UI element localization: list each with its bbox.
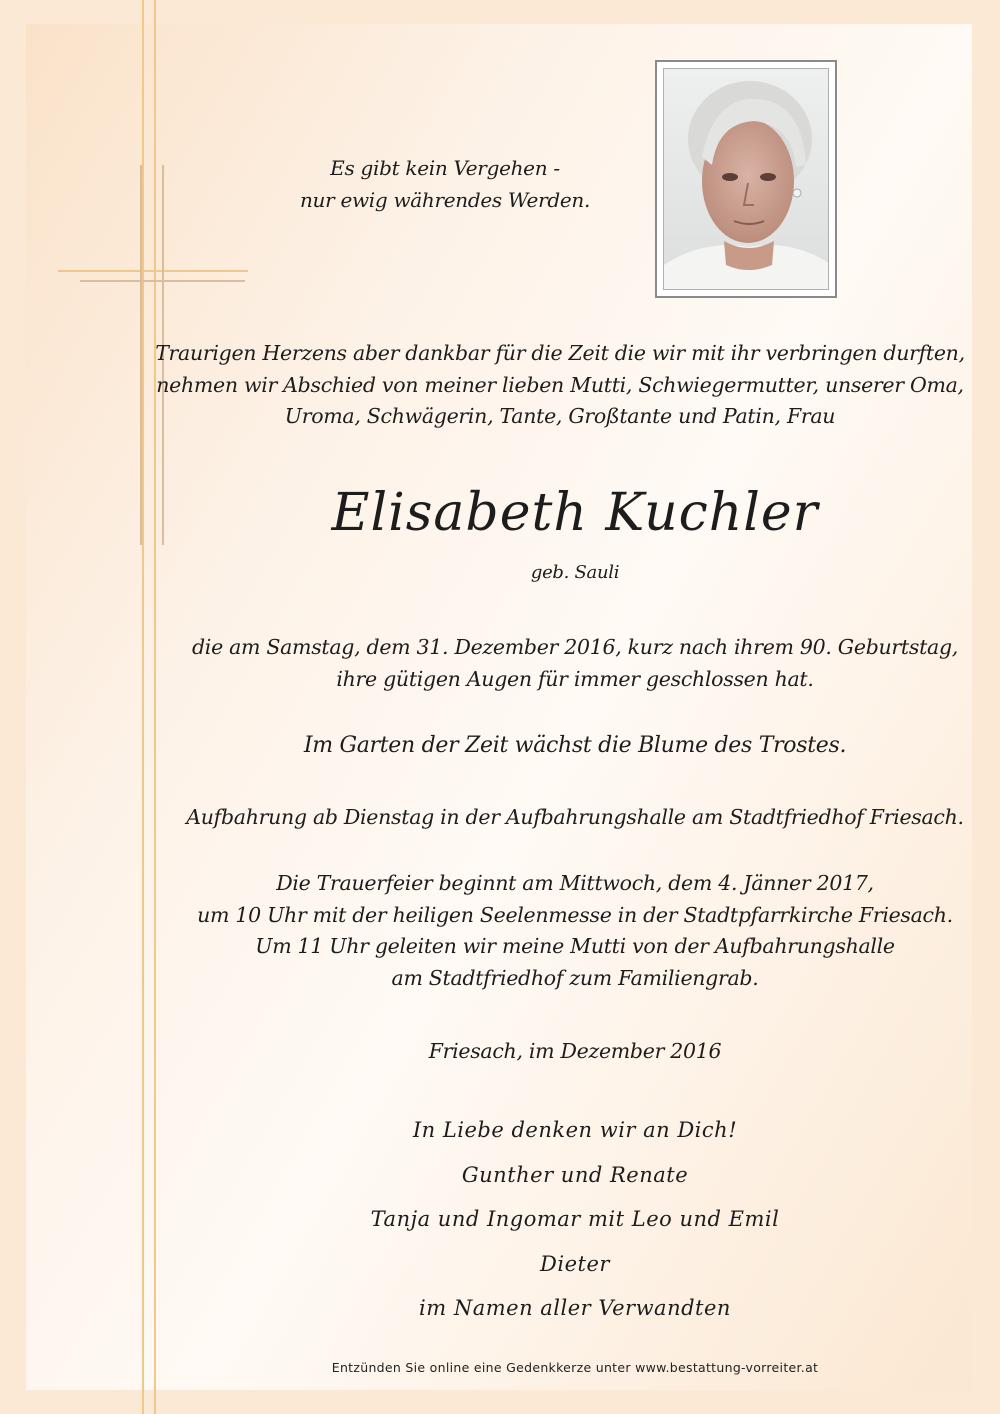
- mourner-line: Gunther und Renate: [461, 1162, 689, 1187]
- motto-line: Es gibt kein Vergehen -: [330, 156, 560, 180]
- intro-line: nehmen wir Abschied von meiner lieben Mutti, Schwiegermutter, unserer Oma,: [156, 372, 964, 397]
- viewing-info: Aufbahrung ab Dienstag in der Aufbahrungshalle am Stadtfriedhof Friesach.: [186, 805, 964, 829]
- death-notice: [130, 632, 1000, 695]
- death-notice-line: die am Samstag, dem 31. Dezember 2016, kurz nach ihrem 90. Geburtstag,: [191, 635, 958, 659]
- intro-line: Traurigen Herzens aber dankbar für die Zeit die wir mit ihr verbringen durften,: [155, 341, 965, 365]
- ceremony-line: Um 11 Uhr geleiten wir meine Mutti von der Aufbahrungshalle: [255, 934, 895, 958]
- place-date: Friesach, im Dezember 2016: [428, 1039, 722, 1063]
- portrait-icon: [664, 69, 829, 290]
- mourner-line: Tanja und Ingomar mit Leo und Emil: [370, 1207, 780, 1231]
- mourner-line: In Liebe denken wir an Dich!: [412, 1118, 738, 1142]
- mourner-line: im Namen aller Verwandten: [419, 1296, 731, 1320]
- comfort-quote: Im Garten der Zeit wächst die Blume des Trostes.: [303, 733, 847, 758]
- decor-line-horizontal: [58, 270, 248, 272]
- ceremony-line: um 10 Uhr mit der heiligen Seelenmesse in der Stadtpfarrkirche Friesach.: [197, 902, 953, 927]
- maiden-name: geb. Sauli: [530, 562, 620, 583]
- cross-horizontal: [80, 280, 245, 282]
- motto: [250, 152, 640, 216]
- intro-text: [115, 338, 1000, 433]
- ceremony-line: Die Trauerfeier beginnt am Mittwoch, dem 4. Jänner 2017,: [276, 871, 874, 895]
- footer-link-text: Entzünden Sie online eine Gedenkkerze unter www.bestattung-vorreiter.at: [331, 1360, 819, 1375]
- ceremony-info: [130, 868, 1000, 994]
- motto-line: nur ewig währendes Werden.: [299, 188, 591, 212]
- portrait-image: [663, 68, 829, 290]
- death-notice-line: ihre gütigen Augen für immer geschlossen hat.: [336, 666, 814, 691]
- mourner-line: Dieter: [540, 1251, 610, 1276]
- ceremony-line: am Stadtfriedhof zum Familiengrab.: [391, 965, 759, 990]
- intro-line: Uroma, Schwägerin, Tante, Großtante und Patin, Frau: [284, 404, 836, 428]
- mourners-list: [130, 1108, 1000, 1331]
- deceased-name: Elisabeth Kuchler: [331, 483, 819, 543]
- portrait-photo: [655, 60, 837, 298]
